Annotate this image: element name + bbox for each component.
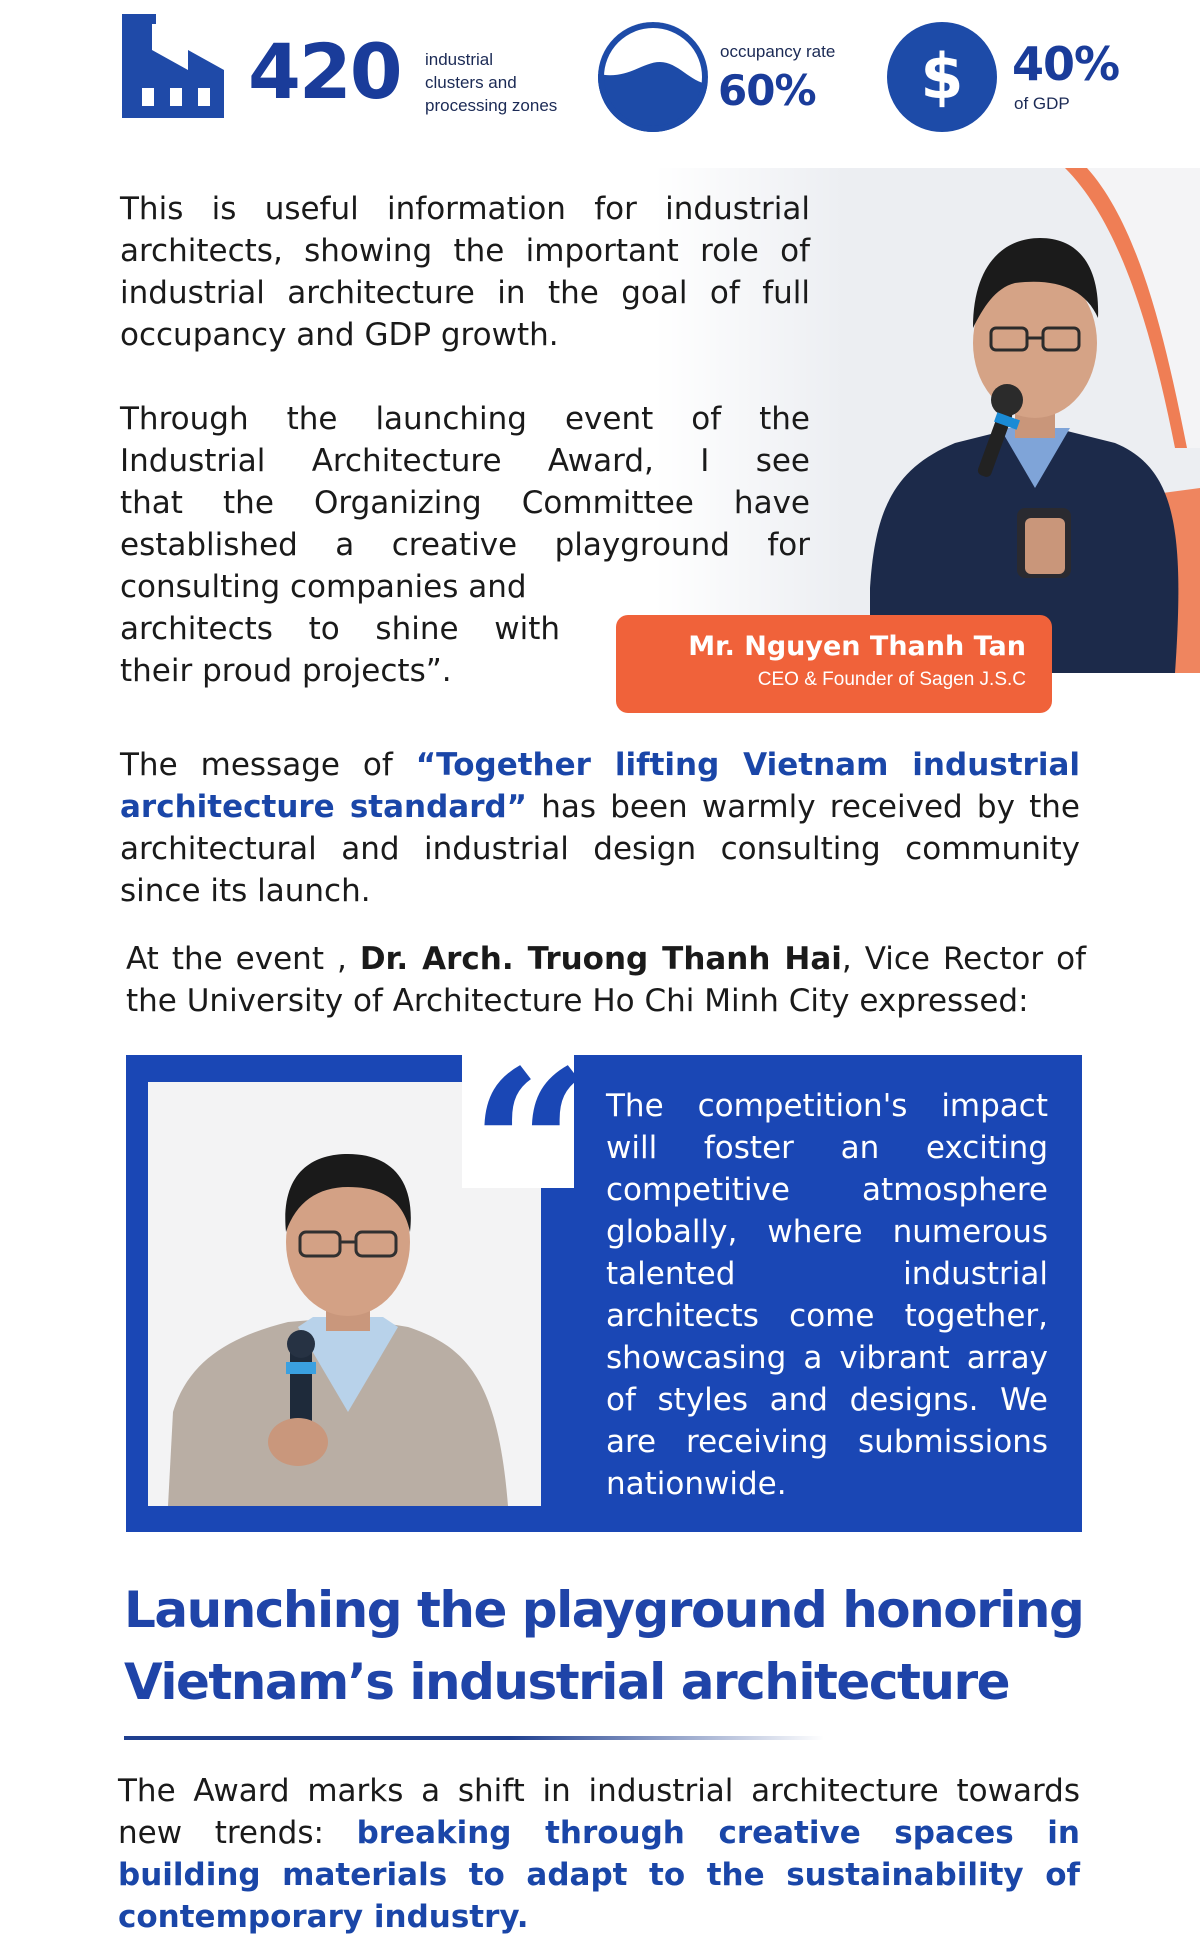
intro-line: Industrial Architecture Award, I see xyxy=(120,443,810,479)
occupancy-label: occupancy rate xyxy=(720,42,836,61)
speaker-title: CEO & Founder of Sagen J.S.C xyxy=(757,669,1026,690)
speaker-name-card xyxy=(616,615,1052,713)
clusters-label xyxy=(425,48,557,117)
intro-line: Through the launching event of the xyxy=(120,401,810,437)
occupancy-value: 60% xyxy=(718,66,816,115)
message-suffix: has been warmly received by the architectural and industrial design consulting community since its launch. xyxy=(120,789,1080,909)
intro-line: their proud projects”. xyxy=(120,653,452,689)
intro-line: architects to shine with xyxy=(120,611,560,647)
event-suffix: , Vice Rector of the University of Architecture Ho Chi Minh City expressed: xyxy=(126,941,1086,1019)
message-prefix: The message of xyxy=(120,747,416,783)
factory-icon xyxy=(120,12,226,118)
section-divider xyxy=(124,1736,824,1740)
headline-line: Vietnam’s industrial architecture xyxy=(124,1653,1010,1711)
intro-paragraph-1: This is useful information for industrial architects, showing the important role of industrial architecture in the goal of full occupancy and GDP growth. xyxy=(120,191,810,353)
quote-box xyxy=(126,1024,1082,1532)
clusters-count: 420 xyxy=(248,27,401,116)
intro-line: that the Organizing Committee have xyxy=(120,485,810,521)
quote-mark-icon: “ xyxy=(470,1024,591,1271)
speaker-name: Mr. Nguyen Thanh Tan xyxy=(688,631,1026,662)
message-paragraph xyxy=(120,744,1080,912)
stats-bar xyxy=(0,0,1200,140)
section-para-prefix: The Award marks a shift in industrial architecture towards new trends: xyxy=(118,1773,1080,1851)
clusters-label-line: industrial xyxy=(425,50,494,69)
clusters-label-line: processing zones xyxy=(425,96,558,115)
event-speaker-name: Dr. Arch. Truong Thanh Hai xyxy=(359,941,842,977)
section-headline xyxy=(124,1574,1104,1718)
section-paragraph xyxy=(118,1770,1080,1938)
quote-text: The competition's impact will foster an exciting competitive atmosphere globally, where numerous talented industrial architects come together, showcasing a vibrant array of styles and designs. We are receiving submissions nationwide. xyxy=(606,1088,1048,1502)
section-para-highlight: breaking through creative spaces in building materials to adapt to the sustainability of contemporary industry. xyxy=(118,1815,1080,1935)
intro-line: consulting companies and xyxy=(120,569,527,605)
gdp-value: 40% xyxy=(1012,37,1120,91)
message-highlight: “Together lifting Vietnam industrial architecture standard” xyxy=(120,747,1080,825)
dollar-glyph: $ xyxy=(920,40,964,113)
dollar-icon xyxy=(887,22,997,132)
event-prefix: At the event , xyxy=(126,941,360,977)
event-paragraph xyxy=(126,938,1086,1022)
headline-line: Launching the playground honoring xyxy=(124,1581,1084,1639)
intro-line: established a creative playground for xyxy=(120,527,810,563)
occupancy-icon xyxy=(598,22,708,132)
gdp-label: of GDP xyxy=(1014,94,1070,113)
clusters-label-line: clusters and xyxy=(425,73,517,92)
